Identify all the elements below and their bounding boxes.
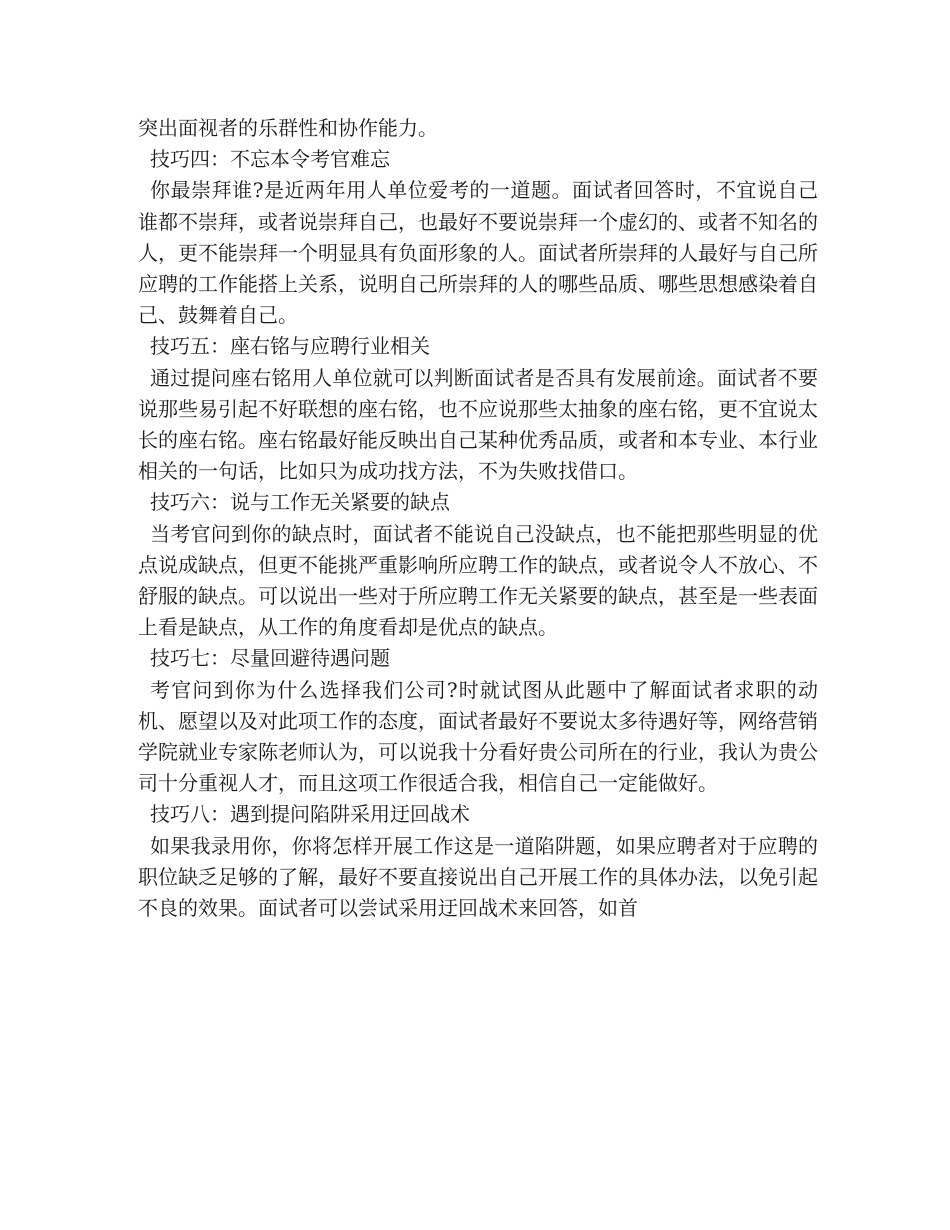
paragraph-tip-4: 你最崇拜谁?是近两年用人单位爱考的一道题。面试者回答时，不宜说自己谁都不崇拜，或者说崇拜自己，也最好不要说崇拜一个虚幻的、或者不知名的人，更不能崇拜一个明显具有负面形象的人。面试者所崇拜的人最好与自己所应聘的工作能搭上关系，说明自己所崇拜的人的哪些品质、哪些思想感染着自己、鼓舞着自己。 (138, 178, 818, 328)
paragraph-tip-6: 当考官问到你的缺点时，面试者不能说自己没缺点，也不能把那些明显的优点说成缺点，但更不能挑严重影响所应聘工作的缺点，或者说令人不放心、不舒服的缺点。可以说出一些对于所应聘工作无关紧要的缺点，甚至是一些表面上看是缺点，从工作的角度看却是优点的缺点。 (138, 521, 818, 640)
paragraph-tip-5: 通过提问座右铭用人单位就可以判断面试者是否具有发展前途。面试者不要说那些易引起不好联想的座右铭，也不应说那些太抽象的座右铭，更不宜说太长的座右铭。座右铭最好能反映出自己某种优秀品质，或者和本专业、本行业相关的一句话，比如只为成功找方法，不为失败找借口。 (138, 365, 818, 484)
paragraph-tip-8: 如果我录用你，你将怎样开展工作这是一道陷阱题，如果应聘者对于应聘的职位缺乏足够的了解，最好不要直接说出自己开展工作的具体办法，以免引起不良的效果。面试者可以尝试采用迂回战术来回答，如首 (138, 833, 818, 921)
document-page (138, 113, 818, 924)
section-heading-tip-6: 技巧六：说与工作无关紧要的缺点 (150, 490, 450, 515)
section-heading-tip-7: 技巧七：尽量回避待遇问题 (150, 646, 390, 671)
paragraph-tip-7: 考官问到你为什么选择我们公司?时就试图从此题中了解面试者求职的动机、愿望以及对此项工作的态度，面试者最好不要说太多待遇好等，网络营销学院就业专家陈老师认为，可以说我十分看好贵公司所在的行业，我认为贵公司十分重视人才，而且这项工作很适合我，相信自己一定能做好。 (138, 677, 818, 796)
section-heading-tip-4: 技巧四：不忘本令考官难忘 (150, 147, 390, 172)
section-heading-tip-8: 技巧八：遇到提问陷阱采用迂回战术 (150, 802, 470, 827)
section-heading-tip-5: 技巧五：座右铭与应聘行业相关 (150, 334, 430, 359)
paragraph-continuation: 突出面视者的乐群性和协作能力。 (138, 116, 438, 140)
